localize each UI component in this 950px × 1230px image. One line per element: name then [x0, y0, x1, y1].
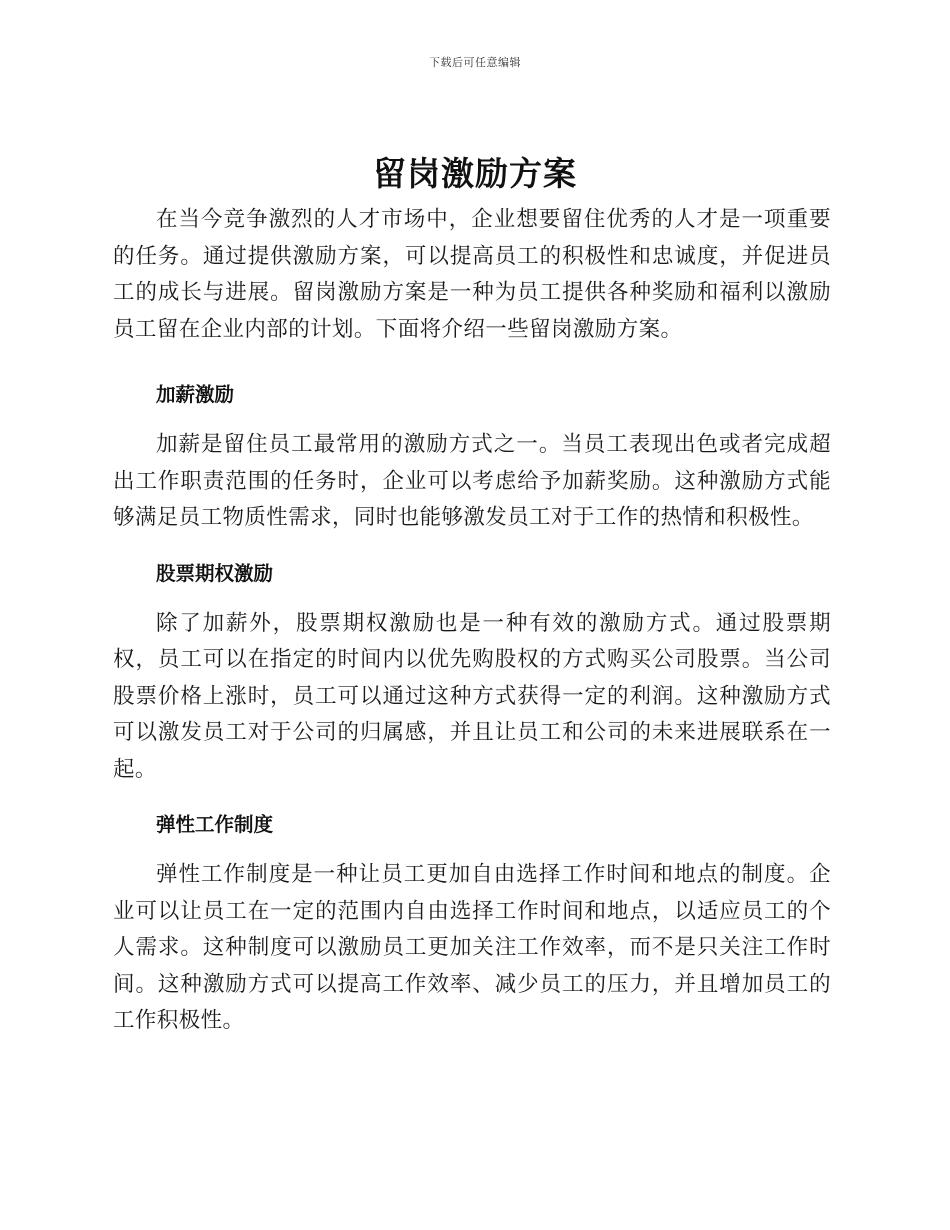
document-title: 留岗激励方案 [373, 154, 577, 193]
section-body-stock-options: 除了加薪外，股票期权激励也是一种有效的激励方式。通过股票期权，员工可以在指定的时间内以优先购股权的方式购买公司股票。当公司股票价格上涨时，员工可以通过这种方式获得一定的利润。这种激励方式可以激发员工对于公司的归属感，并且让员工和公司的未来进展联系在一起。 [113, 610, 831, 782]
document-body [113, 202, 831, 1040]
section-heading-flexible-work: 弹性工作制度 [156, 813, 274, 836]
section-body-flexible-work: 弹性工作制度是一种让员工更加自由选择工作时间和地点的制度。企业可以让员工在一定的范围内自由选择工作时间和地点，以适应员工的个人需求。这种制度可以激励员工更加关注工作效率，而不是只关注工作时间。这种激励方式可以提高工作效率、减少员工的压力，并且增加员工的工作积极性。 [113, 862, 831, 1033]
section-heading-stock-options: 股票期权激励 [156, 561, 274, 585]
intro-paragraph: 在当今竞争激烈的人才市场中，企业想要留住优秀的人才是一项重要的任务。通过提供激励方案，可以提高员工的积极性和忠诚度，并促进员工的成长与进展。留岗激励方案是一种为员工提供各种奖励和福利以激励员工留在企业内部的计划。下面将介绍一些留岗激励方案。 [113, 207, 831, 342]
header-note: 下载后可任意编辑 [429, 56, 521, 69]
section-heading-salary: 加薪激励 [156, 383, 235, 406]
section-body-salary: 加薪是留住员工最常用的激励方式之一。当员工表现出色或者完成超出工作职责范围的任务时，企业可以考虑给予加薪奖励。这种激励方式能够满足员工物质性需求，同时也能够激发员工对于工作的热情和积极性。 [113, 432, 831, 530]
